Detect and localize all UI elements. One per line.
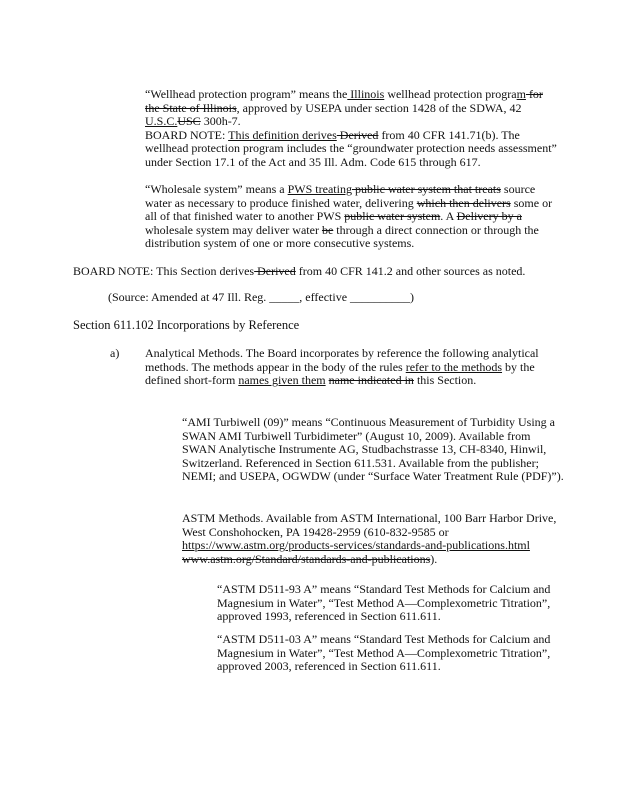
text: BOARD NOTE: (145, 127, 229, 142)
text: , approved by USEPA under section 1428 of the SDWA, 42 (236, 100, 522, 115)
text: “Wellhead protection program” means the (145, 87, 348, 101)
deleted-text: which then delivers (416, 195, 511, 210)
deleted-text: USC (177, 114, 201, 129)
deleted-text: name indicated in (328, 373, 414, 388)
deleted-text: Delivery by a (456, 209, 522, 224)
inserted-text: m (516, 87, 526, 101)
d511-93-paragraph: “ASTM D511-93 A” means “Standard Test Methods for Calcium and Magnesium in Water”, “Test Method A—Complexometric Titration”, approved 1993, referenced in Section 611.611. (217, 582, 551, 624)
text: by the defined short-form (145, 359, 535, 388)
board-note-paragraph (73, 265, 573, 279)
item-a-label (110, 347, 140, 361)
astm-d511-03-entry (217, 633, 562, 674)
item-a-body (145, 347, 565, 388)
deleted-text: Derived (336, 127, 379, 142)
text: “Wholesale system” means a (145, 182, 288, 196)
text: from 40 CFR 141.2 and other sources as noted. (295, 264, 526, 278)
inserted-text: U.S.C. (145, 114, 178, 129)
text: BOARD NOTE: This Section derives (73, 264, 255, 278)
text: . A (440, 209, 457, 224)
astm-methods-entry (182, 512, 567, 566)
wellhead-paragraph (145, 88, 560, 129)
deleted-link: www.astm.org/Standard/standards-and-publications (182, 551, 431, 566)
text: wholesale system may deliver water (145, 222, 322, 237)
inserted-text: Illinois (347, 87, 385, 101)
list-marker: a) (110, 346, 120, 360)
text: source water as necessary to produce finished water, delivering (145, 182, 536, 210)
deleted-text: public water system (344, 209, 441, 224)
text: Analytical Methods. The Board incorporates by reference the following analytical methods. The methods appear in the body of the rules (145, 346, 539, 374)
section-heading (73, 319, 573, 333)
inserted-text: names given them (238, 373, 326, 388)
analytical-methods-paragraph (145, 347, 565, 388)
text: through a direct connection or through the distribution system of one or more consecutive systems. (145, 222, 539, 251)
astm-link[interactable]: https://www.astm.org/products-services/standards-and-publications.html (182, 538, 530, 553)
deleted-text: be (321, 222, 334, 237)
ami-paragraph: “AMI Turbiwell (09)” means “Continuous Measurement of Turbidity Using a SWAN AMI Turbiwell Turbidimeter” (August 10, 2009). Available from SWAN Analytische Instrumente AG, Studbachstrasse 13, CH-8340, Hinwil, Switzerland. Referenced in Section 611.531. Available from the publisher; NEMI; and USEPA, OGWDW (under “Surface Water Treatment Rule (PDF)”). (182, 415, 564, 484)
wholesale-paragraph (145, 183, 560, 251)
text: wellhead protection progra (384, 87, 517, 101)
deleted-text: for the State of Illinois (145, 87, 543, 115)
text: this Section. (413, 373, 477, 388)
text: from 40 CFR 141.71(b). The wellhead protection program includes the “groundwater protection needs assessment” under Section 17.1 of the Act and 35 Ill. Adm. Code 615 through 617. (145, 127, 557, 169)
wellhead-definition (145, 88, 560, 170)
ami-turbiwell-entry (182, 416, 567, 484)
inserted-text: refer to the methods (405, 359, 503, 374)
astm-d511-93-entry (217, 583, 562, 624)
text: ). (430, 551, 438, 566)
section-title: Section 611.102 Incorporations by Reference (73, 318, 300, 332)
inserted-text: PWS treating (287, 182, 352, 196)
wellhead-board-note (145, 129, 560, 170)
source-line (108, 291, 568, 305)
text: some or all of that finished water to another PWS (145, 195, 553, 224)
wholesale-definition (145, 183, 560, 251)
deleted-text: Derived (254, 264, 296, 278)
text: ASTM Methods. Available from ASTM International, 100 Barr Harbor Drive, West Conshohocken, PA 19428-2959 (610-832-9585 or (182, 511, 557, 539)
deleted-text: public water system that treats (351, 182, 501, 196)
d511-03-paragraph: “ASTM D511-03 A” means “Standard Test Methods for Calcium and Magnesium in Water”, “Test Method A—Complexometric Titration”, approved 2003, referenced in Section 611.611. (217, 632, 551, 674)
inserted-text: This definition derives (228, 127, 337, 142)
source-text: (Source: Amended at 47 Ill. Reg. _____, effective __________) (108, 290, 415, 304)
board-note (73, 265, 573, 279)
astm-paragraph (182, 512, 567, 566)
text: 300h-7. (200, 114, 241, 129)
